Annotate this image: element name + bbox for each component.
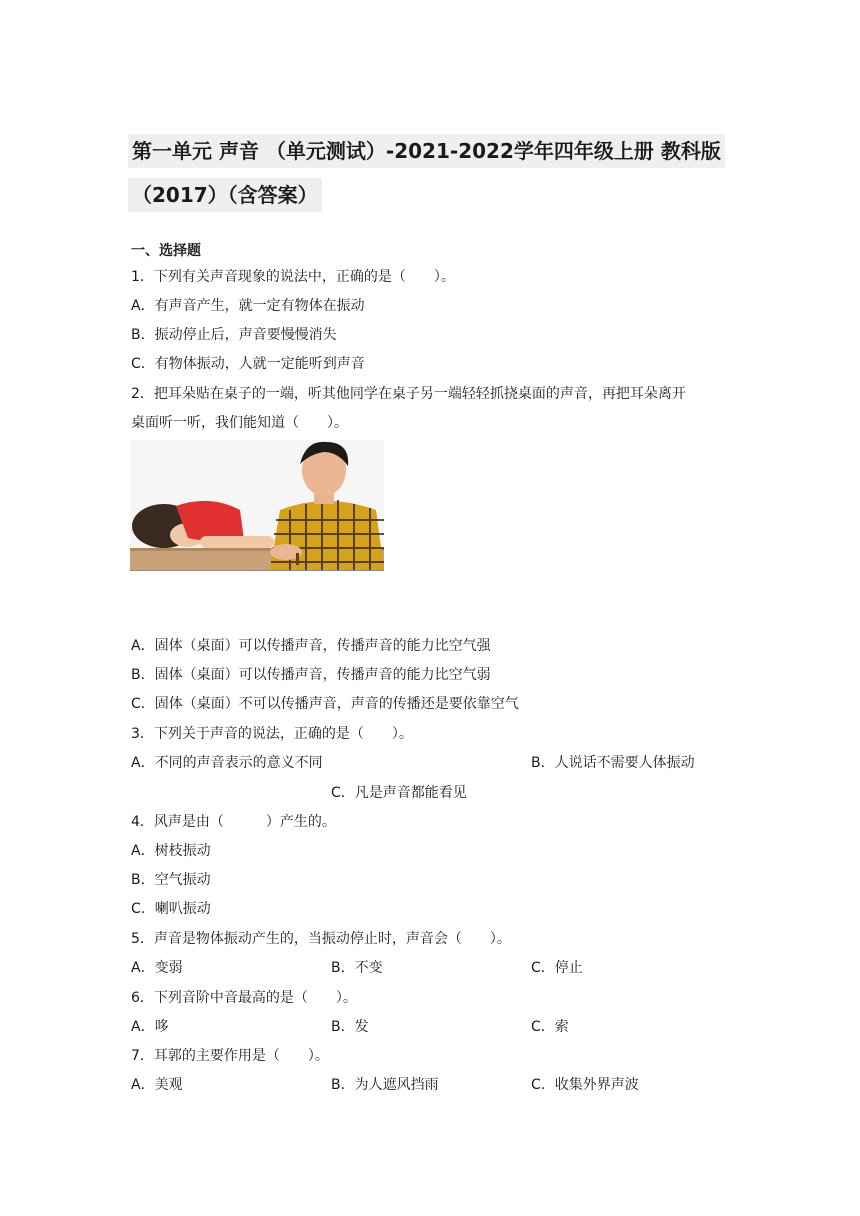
question-6-option-a: A．哆	[131, 1019, 169, 1035]
question-6-option-c: C．索	[531, 1019, 569, 1035]
question-3-option-b: B．人说话不需要人体振动	[531, 755, 695, 771]
question-2-photo	[130, 440, 384, 571]
document-title-line-2: （2017）（含答案）	[128, 178, 322, 212]
question-3-option-a: A．不同的声音表示的意义不同	[131, 755, 323, 771]
question-4-option-b: B．空气振动	[131, 872, 211, 888]
question-2-option-a: A．固体（桌面）可以传播声音，传播声音的能力比空气强	[131, 638, 491, 654]
question-2-option-c: C．固体（桌面）不可以传播声音，声音的传播还是要依靠空气	[131, 696, 519, 712]
question-5-stem: 5．声音是物体振动产生的，当振动停止时，声音会（ ）。	[131, 931, 511, 947]
question-2-stem-line-2: 桌面听一听，我们能知道（ ）。	[131, 415, 348, 431]
question-1-option-b: B．振动停止后，声音要慢慢消失	[131, 327, 337, 343]
question-5-option-a: A．变弱	[131, 960, 183, 976]
question-4-option-c: C．喇叭振动	[131, 901, 211, 917]
question-3-stem: 3．下列关于声音的说法，正确的是（ ）。	[131, 726, 413, 742]
question-7-stem: 7．耳郭的主要作用是（ ）。	[131, 1048, 329, 1064]
question-5-option-b: B．不变	[331, 960, 383, 976]
question-4-option-a: A．树枝振动	[131, 843, 211, 859]
question-6-stem: 6．下列音阶中音最高的是（ ）。	[131, 990, 357, 1006]
question-1-option-a: A．有声音产生，就一定有物体在振动	[131, 298, 365, 314]
question-2-option-b: B．固体（桌面）可以传播声音，传播声音的能力比空气弱	[131, 667, 491, 683]
question-4-stem: 4．风声是由（ ）产生的。	[131, 814, 336, 830]
children-at-table-illustration	[130, 440, 384, 570]
question-7-option-b: B．为人遮风挡雨	[331, 1077, 439, 1093]
question-5-option-c: C．停止	[531, 960, 583, 976]
document-title-line-1: 第一单元 声音 （单元测试）-2021-2022学年四年级上册 教科版	[128, 134, 725, 168]
question-1-stem: 1．下列有关声音现象的说法中，正确的是（ ）。	[131, 269, 455, 285]
question-2-stem-line-1: 2．把耳朵贴在桌子的一端，听其他同学在桌子另一端轻轻抓挠桌面的声音，再把耳朵离开	[131, 386, 686, 402]
question-6-option-b: B．发	[331, 1019, 369, 1035]
question-1-option-c: C．有物体振动，人就一定能听到声音	[131, 356, 365, 372]
section-heading-choice: 一、选择题	[131, 243, 201, 259]
question-7-option-c: C．收集外界声波	[531, 1077, 639, 1093]
question-3-option-c: C．凡是声音都能看见	[331, 785, 467, 801]
question-7-option-a: A．美观	[131, 1077, 183, 1093]
